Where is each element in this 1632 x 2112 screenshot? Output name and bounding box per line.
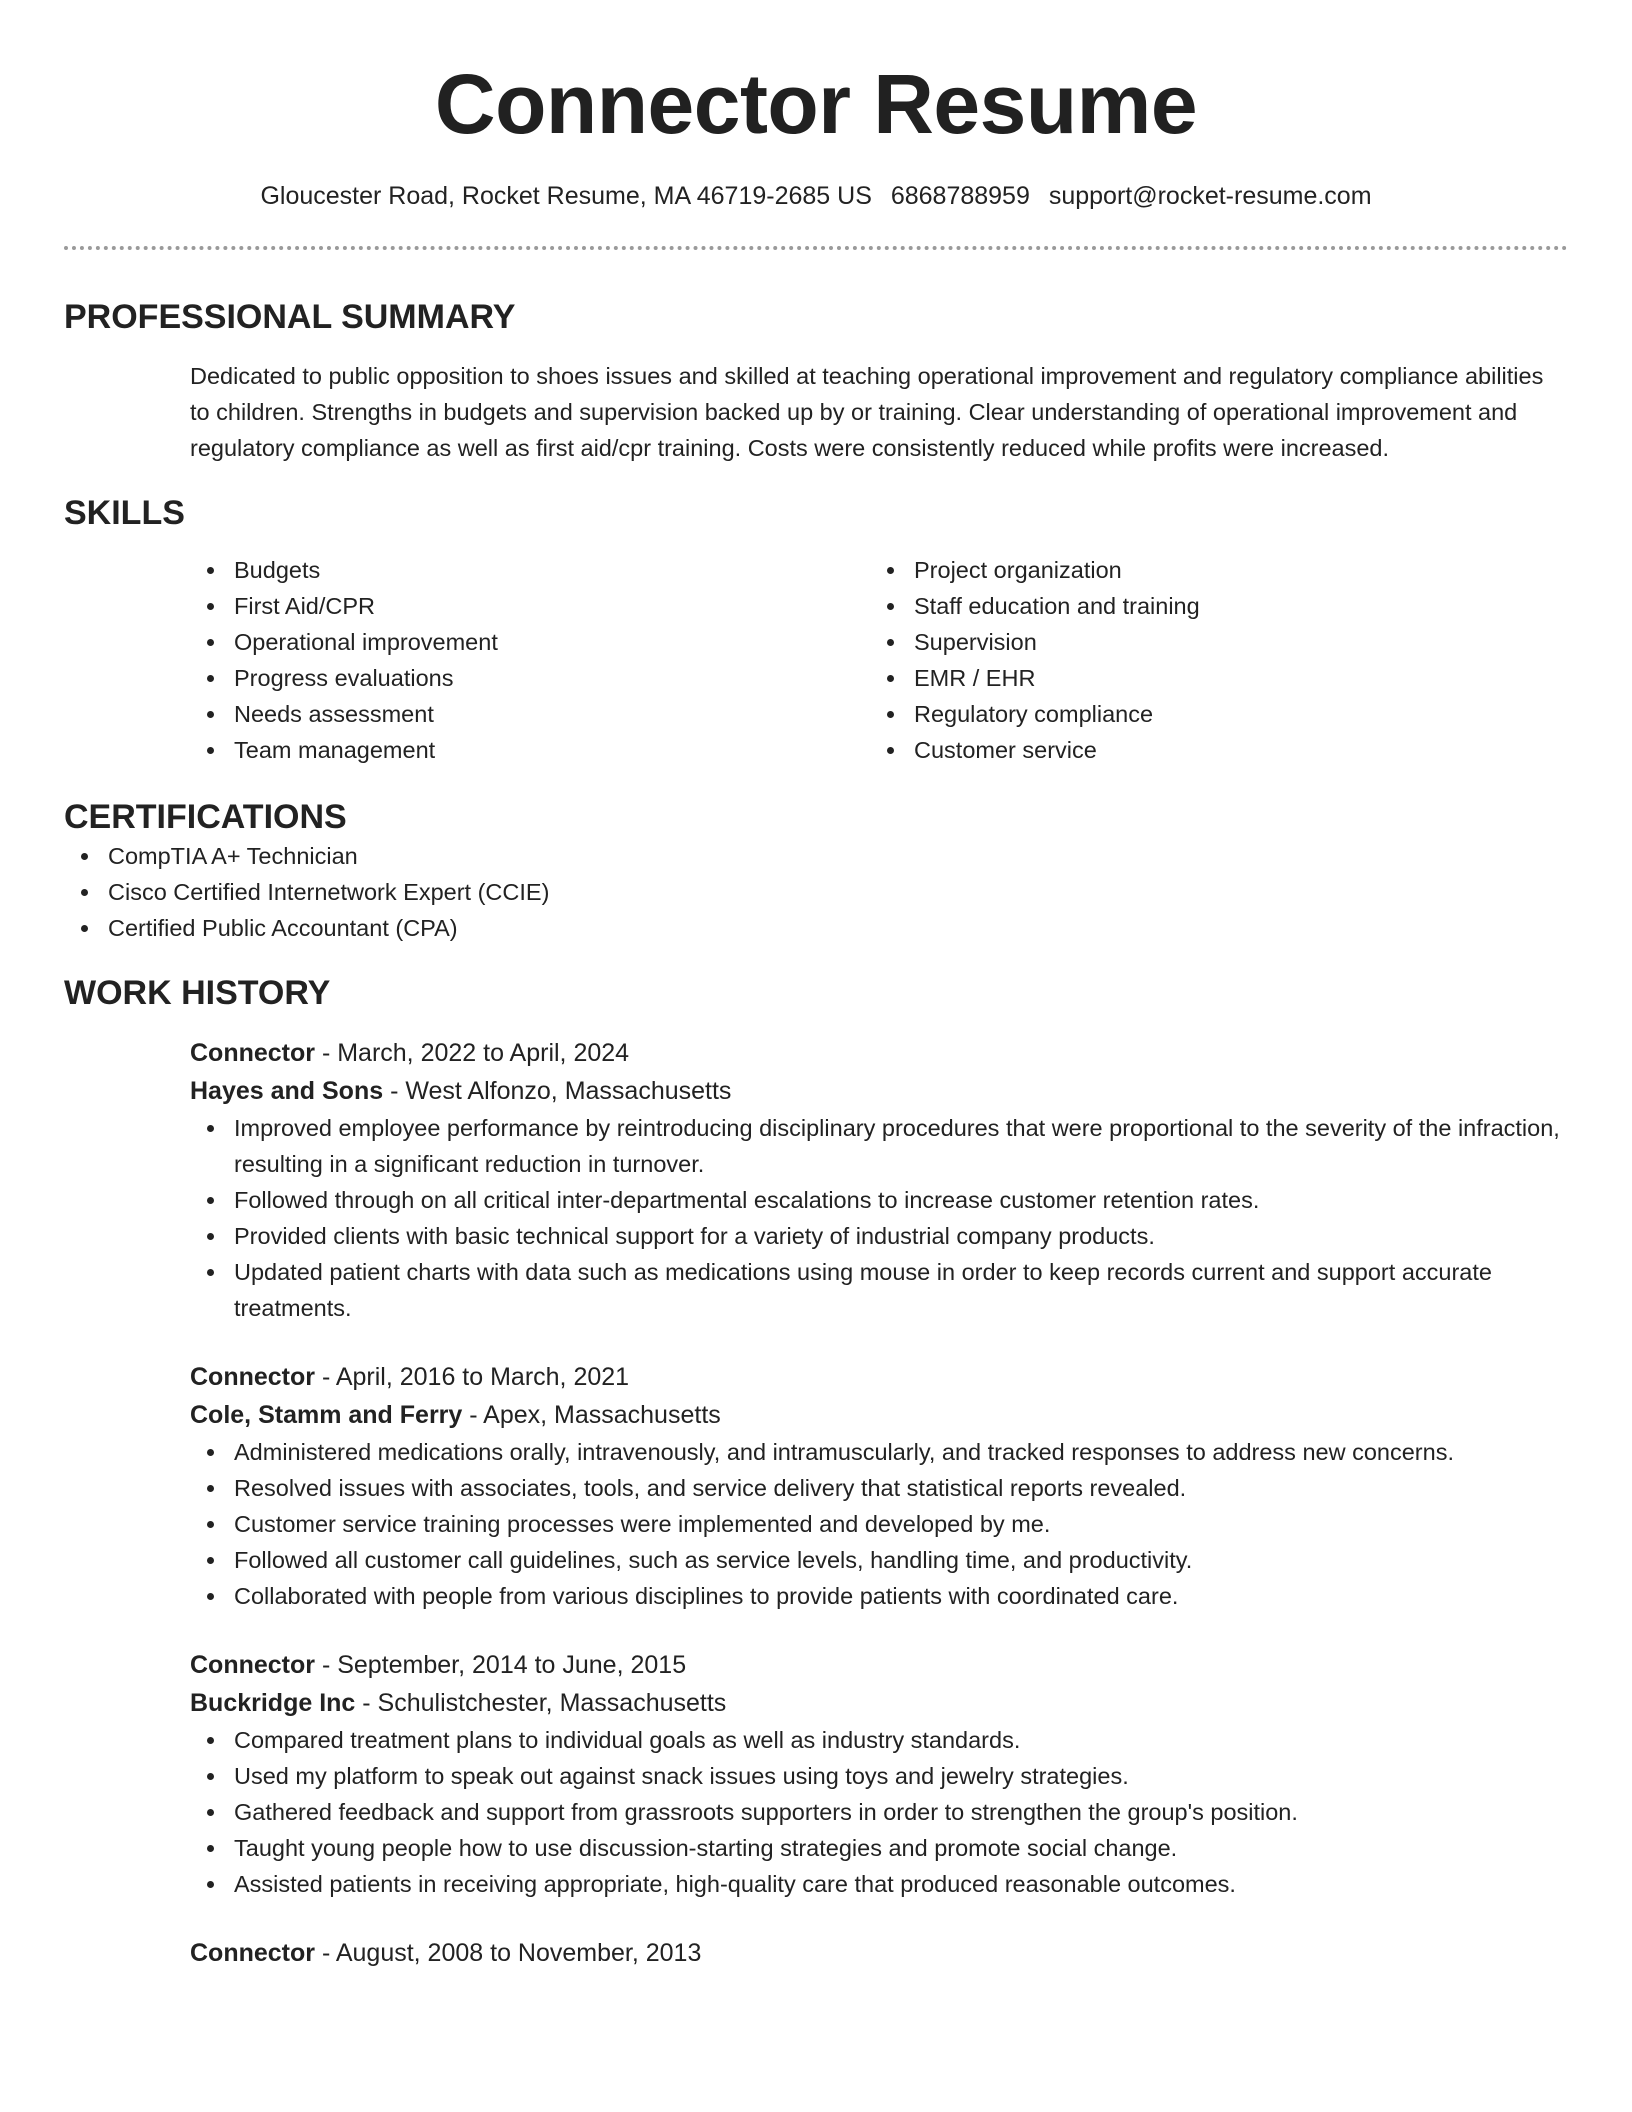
skill-item: Regulatory compliance [870, 696, 1550, 732]
job-bullet: Resolved issues with associates, tools, and service delivery that statistical reports revealed. [190, 1470, 1568, 1506]
job-location: - Apex, Massachusetts [462, 1401, 721, 1429]
resume-header [0, 0, 1632, 212]
job-bullet: Compared treatment plans to individual goals as well as industry standards. [190, 1722, 1568, 1758]
job-role: Connector [190, 1363, 315, 1391]
job-dates: - April, 2016 to March, 2021 [315, 1363, 630, 1391]
job-role-line [190, 1934, 1568, 1972]
certification-item: Certified Public Accountant (CPA) [64, 910, 1568, 946]
job-bullet: Provided clients with basic technical support for a variety of industrial company products. [190, 1218, 1568, 1254]
job-role: Connector [190, 1039, 315, 1067]
skills-list-right [870, 552, 1550, 768]
job-bullet: Collaborated with people from various disciplines to provide patients with coordinated care. [190, 1578, 1568, 1614]
job-company: Buckridge Inc [190, 1689, 356, 1717]
skills-column-left [190, 552, 870, 768]
job-dates: - September, 2014 to June, 2015 [315, 1651, 687, 1679]
job-entry [190, 1034, 1568, 1326]
job-entry [190, 1934, 1568, 1972]
job-bullet: Followed through on all critical inter-departmental escalations to increase customer retention rates. [190, 1182, 1568, 1218]
skills-section [64, 492, 1568, 768]
job-dates: - March, 2022 to April, 2024 [315, 1039, 630, 1067]
job-bullets [190, 1722, 1568, 1902]
certifications-list [64, 838, 1568, 946]
job-entry [190, 1358, 1568, 1614]
job-bullet: Improved employee performance by reintroducing disciplinary procedures that were proportional to the severity of the infraction, resulting in a significant reduction in turnover. [190, 1110, 1568, 1182]
contact-line [0, 180, 1632, 212]
skill-item: Project organization [870, 552, 1550, 588]
skills-column-right [870, 552, 1550, 768]
job-role-line [190, 1034, 1568, 1072]
job-bullets [190, 1110, 1568, 1326]
certifications-section [64, 796, 1568, 946]
job-bullet: Customer service training processes were implemented and developed by me. [190, 1506, 1568, 1542]
header-divider [64, 246, 1568, 250]
job-company: Hayes and Sons [190, 1077, 384, 1105]
skills-heading: SKILLS [64, 494, 185, 532]
work-history-list [190, 1034, 1568, 1972]
job-entry [190, 1646, 1568, 1902]
job-role-line [190, 1358, 1568, 1396]
skill-item: Customer service [870, 732, 1550, 768]
skill-item: First Aid/CPR [190, 588, 870, 624]
skill-item: EMR / EHR [870, 660, 1550, 696]
job-bullet: Taught young people how to use discussion-starting strategies and promote social change. [190, 1830, 1568, 1866]
contact-address: Gloucester Road, Rocket Resume, MA 46719-2685 US [260, 182, 872, 210]
job-location: - Schulistchester, Massachusetts [355, 1689, 727, 1717]
certification-item: Cisco Certified Internetwork Expert (CCIE) [64, 874, 1568, 910]
certification-item: CompTIA A+ Technician [64, 838, 1568, 874]
job-company-line [190, 1396, 1568, 1434]
skills-list-left [190, 552, 870, 768]
job-company-line [190, 1684, 1568, 1722]
skill-item: Supervision [870, 624, 1550, 660]
contact-phone: 6868788959 [890, 182, 1030, 210]
work-history-section [64, 972, 1568, 1972]
job-bullets [190, 1434, 1568, 1614]
job-bullet: Used my platform to speak out against snack issues using toys and jewelry strategies. [190, 1758, 1568, 1794]
skill-item: Operational improvement [190, 624, 870, 660]
job-role: Connector [190, 1939, 315, 1967]
job-company: Cole, Stamm and Ferry [190, 1401, 463, 1429]
job-bullet: Followed all customer call guidelines, such as service levels, handling time, and productivity. [190, 1542, 1568, 1578]
skill-item: Staff education and training [870, 588, 1550, 624]
job-role-line [190, 1646, 1568, 1684]
summary-text: Dedicated to public opposition to shoes issues and skilled at teaching operational improvement and regulatory compliance abilities to children. Strengths in budgets and supervision backed up by or training. Clear understanding of operational improvement and regulatory compliance as well as first aid/cpr training. Costs were consistently reduced while profits were increased. [190, 363, 1544, 461]
job-bullet: Gathered feedback and support from grassroots supporters in order to strengthen the group's position. [190, 1794, 1568, 1830]
job-bullet: Assisted patients in receiving appropriate, high-quality care that produced reasonable outcomes. [190, 1866, 1568, 1902]
skill-item: Progress evaluations [190, 660, 870, 696]
job-role: Connector [190, 1651, 315, 1679]
certifications-heading: CERTIFICATIONS [64, 798, 347, 836]
skill-item: Needs assessment [190, 696, 870, 732]
job-bullet: Updated patient charts with data such as medications using mouse in order to keep records current and support accurate treatments. [190, 1254, 1568, 1326]
contact-email: support@rocket-resume.com [1048, 182, 1372, 210]
resume-title: Connector Resume [434, 57, 1198, 151]
skills-grid [190, 552, 1568, 768]
work-history-heading: WORK HISTORY [64, 974, 331, 1012]
job-company-line [190, 1072, 1568, 1110]
job-dates: - August, 2008 to November, 2013 [315, 1939, 702, 1967]
skill-item: Budgets [190, 552, 870, 588]
job-bullet: Administered medications orally, intravenously, and intramuscularly, and tracked responses to address new concerns. [190, 1434, 1568, 1470]
skill-item: Team management [190, 732, 870, 768]
job-location: - West Alfonzo, Massachusetts [383, 1077, 732, 1105]
summary-section [64, 296, 1568, 466]
summary-heading: PROFESSIONAL SUMMARY [64, 298, 516, 336]
